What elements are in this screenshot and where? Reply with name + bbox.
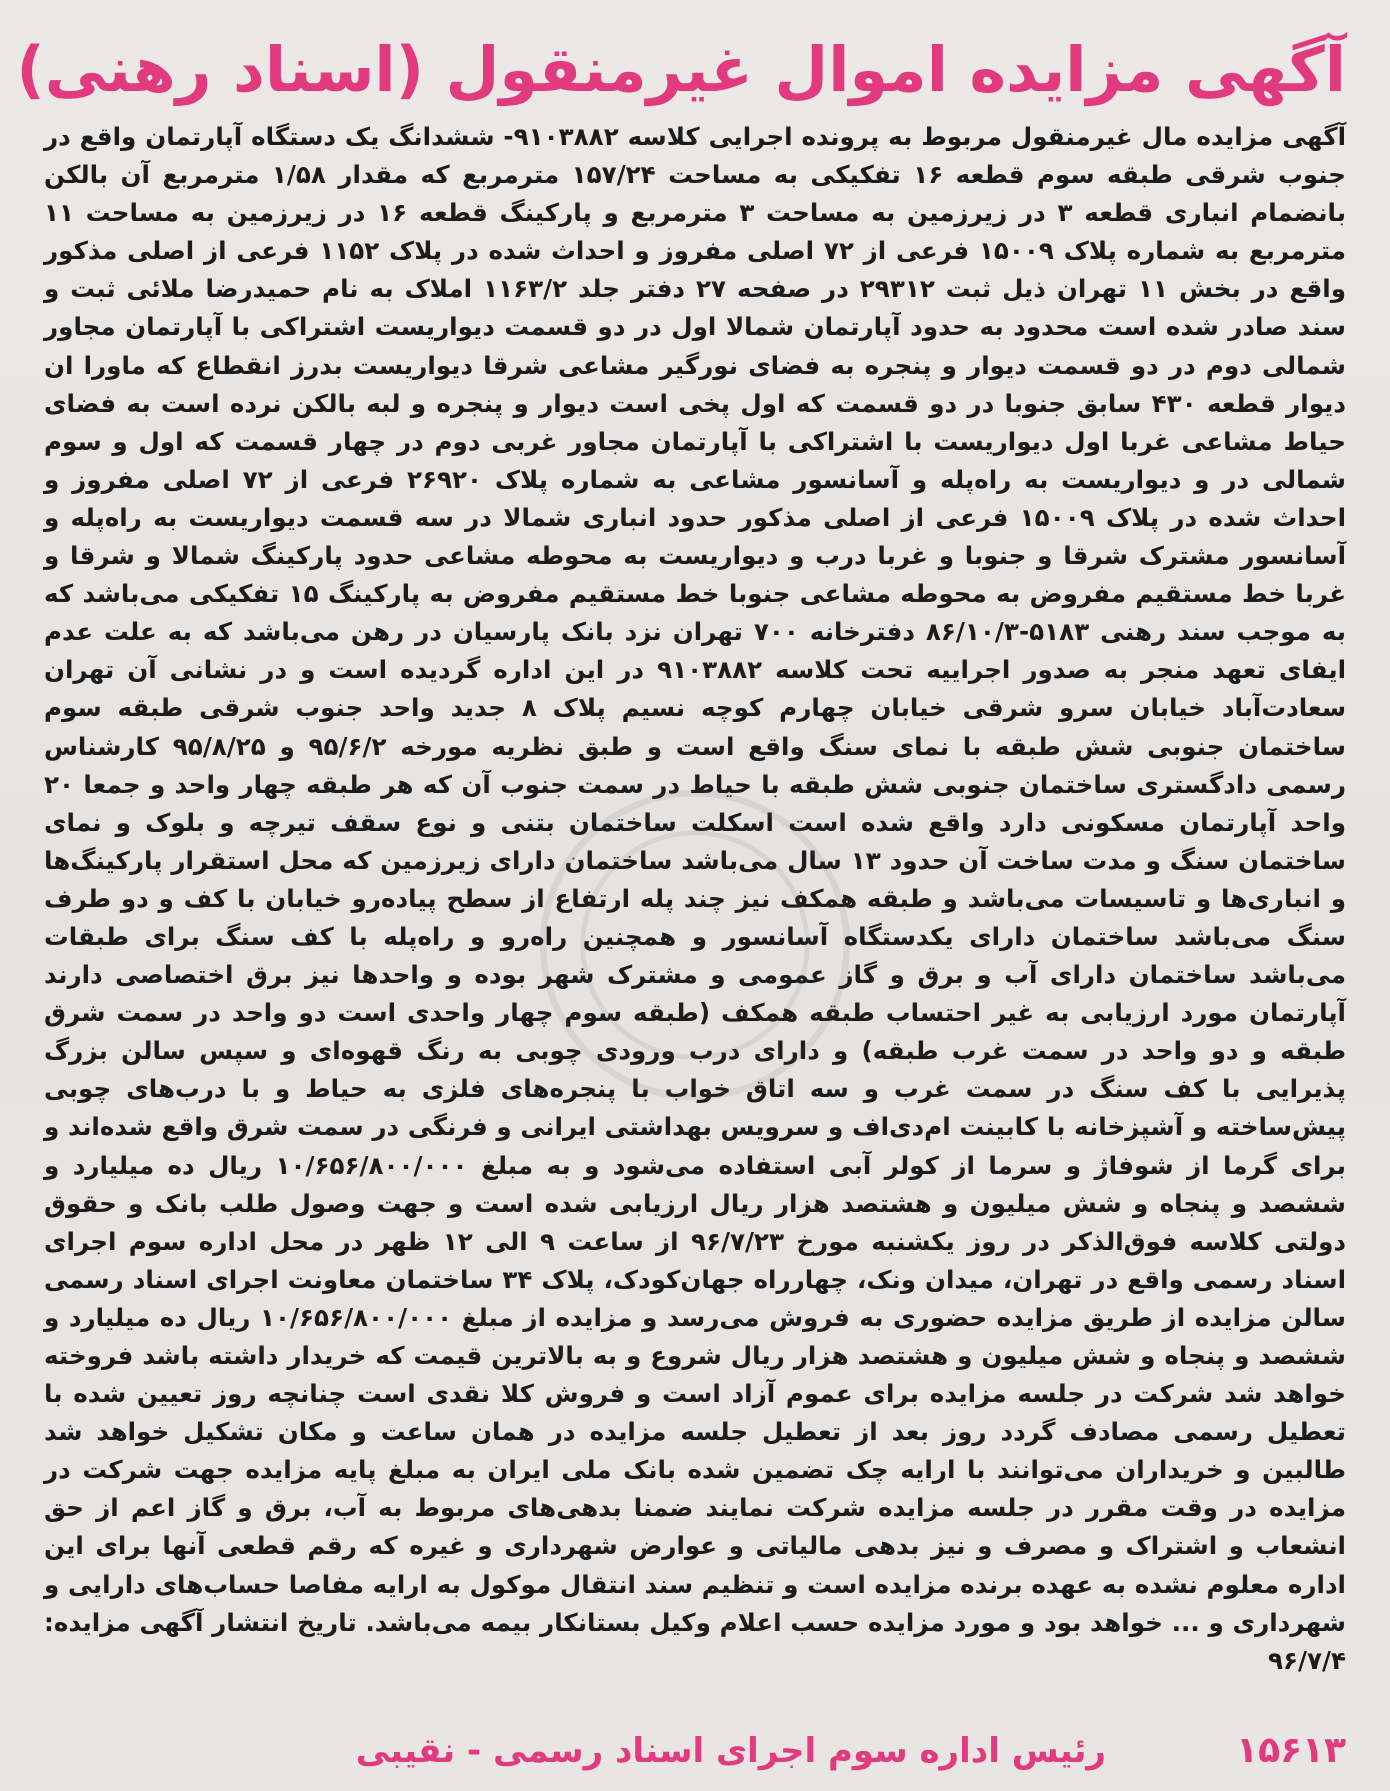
- ad-body-text: آگهی مزایده مال غیرمنقول مربوط به پرونده اجرایی کلاسه ۹۱۰۳۸۸۲- ششدانگ یک دستگاه آپارتمان واقع در جنوب شرقی طبقه سوم قطعه ۱۶ تفکیکی به مساحت ۱۵۷/۲۴ مترمربع که مقدار ۱/۵۸ مترمربع آن بالکن بانضمام انباری قطعه ۳ در زیرزمین به مساحت ۳ مترمربع و پارکینگ قطعه ۱۶ در زیرزمین به مساحت ۱۱ مترمربع به شماره پلاک ۱۵۰۰۹ فرعی از ۷۲ اصلی مفروز و احداث شده در پلاک ۱۱۵۲ فرعی از اصلی مذکور واقع در بخش ۱۱ تهران ذیل ثبت ۲۹۳۱۲ در صفحه ۲۷ دفتر جلد ۱۱۶۳/۲ املاک به نام حمیدرضا ملائی ثبت و سند صادر شده است محدود به حدود آپارتمان شمالا اول در دو قسمت دیواریست اشتراکی با آپارتمان مجاور شمالی دوم در دو قسمت دیوار و پنجره به فضای نورگیر مشاعی شرقا دیواریست بدرز انقطاع که ماورا ان دیوار قطعه ۴۳۰ سابق جنوبا در دو قسمت که اول پخی است دیوار و پنجره و لبه بالکن نرده است به فضای حیاط مشاعی غربا اول دیواریست با اشتراکی با آپارتمان مجاور غربی دوم در چهار قسمت که اول و سوم شمالی در و دیواریست به راه‌پله و آسانسور مشاعی به شماره پلاک ۲۶۹۲۰ فرعی از ۷۲ اصلی مفروز و احداث شده در پلاک ۱۵۰۰۹ فرعی از اصلی مذکور حدود انباری شمالا در سه قسمت دیواریست به راه‌پله و آسانسور مشترک شرقا و جنوبا و غربا درب و دیواریست به محوطه مشاعی حدود پارکینگ شمالا و شرقا و غربا خط مستقیم مفروض به محوطه مشاعی جنوبا خط مستقیم مفروض به پارکینگ ۱۵ تفکیکی می‌باشد که به موجب سند رهنی ۵۱۸۳-۸۶/۱۰/۳ دفترخانه ۷۰۰ تهران نزد بانک پارسیان در رهن می‌باشد که به علت عدم ایفای تعهد منجر به صدور اجراییه تحت کلاسه ۹۱۰۳۸۸۲ در این اداره گردیده است و در نشانی آن تهران سعادت‌آباد خیابان سرو شرقی خیابان چهارم کوچه نسیم پلاک ۸ جدید واحد جنوب شرقی طبقه سوم ساختمان جنوبی شش طبقه با نمای سنگ واقع است و طبق نظریه مورخه ۹۵/۶/۲ و ۹۵/۸/۲۵ کارشناس رسمی دادگستری ساختمان جنوبی شش طبقه با حیاط در سمت جنوب آن که هر طبقه چهار واحد و جمعا ۲۰ واحد آپارتمان مسکونی دارد واقع شده است اسکلت ساختمان بتنی و نوع سقف تیرچه و بلوک و نمای ساختمان سنگ و مدت ساخت آن حدود ۱۳ سال می‌باشد ساختمان دارای زیرزمین که محل استقرار پارکینگ‌ها و انباری‌ها و تاسیسات می‌باشد و طبقه همکف نیز چند پله ارتفاع از سطح پیاده‌رو خیابان با کف و دو طرف سنگ می‌باشد ساختمان دارای یکدستگاه آسانسور و همچنین راه‌رو و راه‌پله با کف سنگ برای طبقات می‌باشد ساختمان دارای آب و برق و گاز عمومی و مشترک شهر بوده و واحدها نیز برق اختصاصی دارند آپارتمان مورد ارزیابی به غیر احتساب طبقه همکف (طبقه سوم چهار واحدی است دو واحد در سمت شرق طبقه و دو واحد در سمت غرب طبقه) و دارای درب ورودی چوبی به رنگ قهوه‌ای و سپس سالن بزرگ پذیرایی با کف سنگ در سمت غرب و سه اتاق خواب با پنجره‌های فلزی به حیاط و با درب‌های چوبی پیش‌ساخته و آشپزخانه با کابینت ام‌دی‌اف و سرویس بهداشتی ایرانی و فرنگی در سمت شرق واقع شده‌اند و برای گرما از شوفاژ و سرما از کولر آبی استفاده می‌شود و به مبلغ ۱۰/۶۵۶/۸۰۰/۰۰۰ ریال ده میلیارد و ششصد و پنجاه و شش میلیون و هشتصد هزار ریال ارزیابی شده است و جهت وصول طلب بانک و حقوق دولتی کلاسه فوق‌الذکر در روز یکشنبه مورخ ۹۶/۷/۲۳ از ساعت ۹ الی ۱۲ ظهر در محل اداره سوم اجرای اسناد رسمی واقع در تهران، میدان ونک، چهارراه جهان‌کودک، پلاک ۳۴ ساختمان معاونت اجرای اسناد رسمی سالن مزایده از طریق مزایده حضوری به فروش می‌رسد و مزایده از مبلغ ۱۰/۶۵۶/۸۰۰/۰۰۰ ریال ده میلیارد و ششصد و پنجاه و شش میلیون و هشتصد هزار ریال شروع و به بالاترین قیمت که خریدار داشته باشد فروخته خواهد شد شرکت در جلسه مزایده برای عموم آزاد است و فروش کلا نقدی است چنانچه روز تعیین شده با تعطیل رسمی مصادف گردد روز بعد از تعطیل جلسه مزایده در همان ساعت و مکان تشکیل خواهد شد طالبین و خریداران می‌توانند با ارایه چک تضمین شده بانک ملی ایران به مبلغ پایه مزایده جهت شرکت در مزایده در وقت مقرر در جلسه مزایده شرکت نمایند ضمنا بدهی‌های مربوط به آب، برق و گاز اعم از حق انشعاب و اشتراک و مصرف و نیز بدهی مالیاتی و عوارض شهرداری و غیره که رقم قطعی آنها برای این اداره معلوم نشده به عهده برنده مزایده است و تنظیم سند انتقال موکول به ارایه مفاصا حساب‌های دارایی و شهرداری و ... خواهد بود و مورد مزایده حسب اعلام وکیل بستانکار بیمه می‌باشد. تاریخ انتشار آگهی مزایده: ۹۶/۷/۴: [44, 122, 1347, 1675]
- ad-code-number: ۱۵۶۱۳: [1236, 1730, 1346, 1771]
- ad-headline: آگهی مزایده اموال غیرمنقول (اسناد رهنی): [16, 33, 1346, 106]
- ad-footer: [44, 1726, 1346, 1782]
- signature-line: رئیس اداره سوم اجرای اسناد رسمی - نقیبی: [355, 1731, 1106, 1771]
